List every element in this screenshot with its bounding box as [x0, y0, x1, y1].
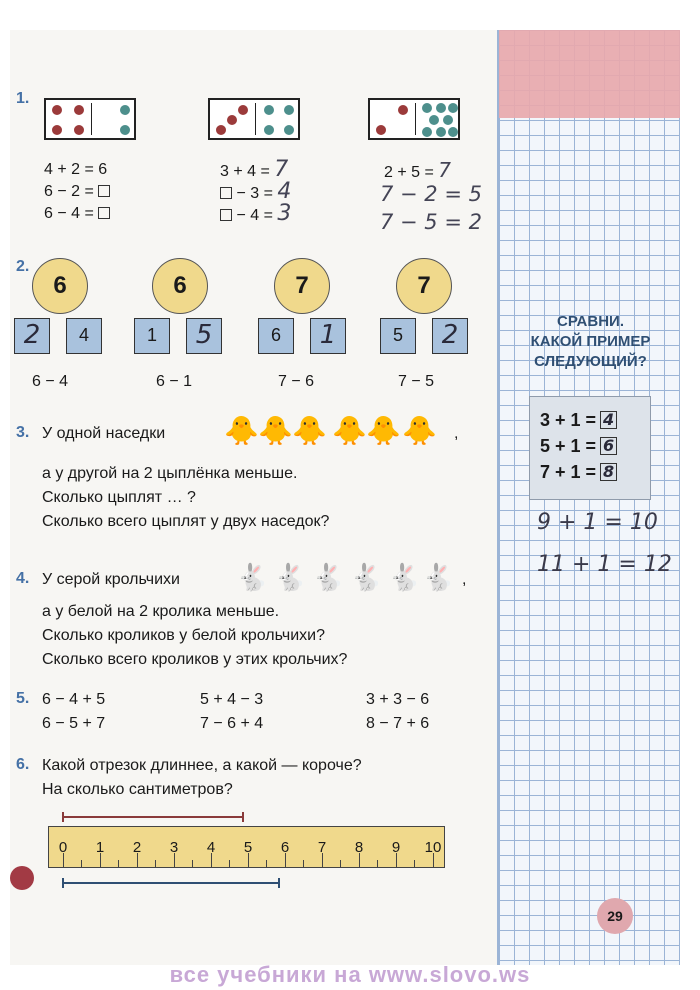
- task-2-expr: 7 − 5: [398, 373, 435, 390]
- task-3-line-4: Сколько всего цыплят у двух наседок?: [42, 513, 330, 530]
- number-box: 5: [380, 318, 416, 354]
- eq-1-1: 4 + 2 = 6: [44, 161, 108, 178]
- task-3-line-2: а у другой на 2 цыплёнка меньше.: [42, 465, 298, 482]
- task-4-comma: ,: [462, 571, 467, 588]
- ruler-label: 3: [169, 839, 179, 856]
- eq-1-2: 6 − 2 =: [44, 180, 110, 204]
- task-6-line-1: Какой отрезок длиннее, а какой — короче?: [42, 757, 362, 774]
- number-box: 6: [258, 318, 294, 354]
- decorative-dot: [10, 866, 34, 890]
- ruler-label: 5: [243, 839, 253, 856]
- task-3-comma: ,: [454, 425, 459, 442]
- dot: [448, 127, 458, 137]
- task-5-number: 5.: [16, 690, 30, 707]
- rabbit-icon: 🐇: [422, 562, 455, 592]
- chick-icon: 🐥: [224, 415, 259, 446]
- ruler-label: 8: [354, 839, 364, 856]
- ruler-label: 0: [58, 839, 68, 856]
- task-4-line-4: Сколько всего кроликов у этих крольчих?: [42, 651, 348, 668]
- chick-icon: 🐥: [366, 415, 401, 446]
- dot: [227, 115, 237, 125]
- number-circle: 6: [32, 258, 88, 314]
- dot: [52, 105, 62, 115]
- dot: [264, 105, 274, 115]
- rabbit-icon: 🐇: [312, 562, 345, 592]
- eq-3-3: 7 − 5 = 2: [380, 210, 482, 234]
- task-5-expr: 3 + 3 − 6: [366, 691, 430, 708]
- number-circle: 6: [152, 258, 208, 314]
- task-6-number: 6.: [16, 756, 30, 773]
- domino-divider: [255, 103, 256, 135]
- eq-3-1: 2 + 5 = 7: [384, 158, 452, 182]
- segment-blue: [62, 882, 280, 884]
- domino-divider: [415, 103, 416, 135]
- dot: [448, 103, 458, 113]
- ruler-label: 9: [391, 839, 401, 856]
- task-2-expr: 6 − 1: [156, 373, 193, 390]
- dot: [376, 125, 386, 135]
- dot: [120, 125, 130, 135]
- textbook-page: [10, 30, 680, 965]
- dot: [264, 125, 274, 135]
- handwritten-line-2: 11 + 1 = 12: [537, 552, 672, 577]
- compare-row: 5 + 1 = 6: [540, 433, 650, 459]
- answer-box: [98, 185, 110, 197]
- dot: [429, 115, 439, 125]
- rabbit-icon: 🐇: [388, 562, 421, 592]
- dot: [52, 125, 62, 135]
- chick-icon: 🐥: [332, 415, 367, 446]
- task-4-number: 4.: [16, 570, 30, 587]
- chick-icon: 🐥: [402, 415, 437, 446]
- task-5-expr: 6 − 5 + 7: [42, 715, 106, 732]
- ruler-label: 2: [132, 839, 142, 856]
- eq-2-2: − 3 = 4: [220, 180, 291, 206]
- eq-1-3: 6 − 4 =: [44, 202, 110, 226]
- task-6-line-2: На сколько сантиметров?: [42, 781, 233, 798]
- dot: [443, 115, 453, 125]
- chick-icon: 🐥: [292, 415, 327, 446]
- number-circle: 7: [274, 258, 330, 314]
- dot: [422, 103, 432, 113]
- task-5-expr: 5 + 4 − 3: [200, 691, 264, 708]
- pink-band: [499, 30, 680, 118]
- dot: [238, 105, 248, 115]
- ruler-label: 7: [317, 839, 327, 856]
- eq-2-1: 3 + 4 = 7: [220, 157, 289, 182]
- number-box: 1: [310, 318, 346, 354]
- footer-watermark: все учебники на www.slovo.ws: [169, 962, 531, 987]
- dot: [436, 127, 446, 137]
- task-5-expr: 6 − 4 + 5: [42, 691, 106, 708]
- dot: [284, 105, 294, 115]
- answer-box: [220, 209, 232, 221]
- task-2-expr: 6 − 4: [32, 373, 69, 390]
- domino-3: [368, 98, 460, 140]
- ruler-label: 10: [424, 839, 442, 856]
- ruler-label: 1: [95, 839, 105, 856]
- compare-title: СРАВНИ. КАКОЙ ПРИМЕР СЛЕДУЮЩИЙ?: [530, 313, 651, 370]
- page-number: 29: [597, 898, 633, 934]
- task-5-expr: 7 − 6 + 4: [200, 715, 264, 732]
- dot: [284, 125, 294, 135]
- dot: [74, 125, 84, 135]
- number-box: 2: [432, 318, 468, 354]
- compare-row: 7 + 1 = 8: [540, 459, 650, 485]
- dot: [398, 105, 408, 115]
- task-3-line-1: У одной наседки: [42, 425, 166, 442]
- compare-row: 3 + 1 = 4: [540, 407, 650, 433]
- task-2-number: 2.: [16, 258, 30, 275]
- task-4-line-3: Сколько кроликов у белой крольчихи?: [42, 627, 325, 644]
- handwritten-line-1: 9 + 1 = 10: [537, 510, 658, 535]
- task-3-number: 3.: [16, 424, 30, 441]
- number-circle: 7: [396, 258, 452, 314]
- grid-panel: [497, 30, 680, 965]
- domino-divider: [91, 103, 92, 135]
- rabbit-icon: 🐇: [236, 562, 269, 592]
- task-5-expr: 8 − 7 + 6: [366, 715, 430, 732]
- task-2-expr: 7 − 6: [278, 373, 315, 390]
- rabbit-icon: 🐇: [350, 562, 383, 592]
- ruler-label: 4: [206, 839, 216, 856]
- number-box: 2: [14, 318, 50, 354]
- eq-3-2: 7 − 2 = 5: [380, 182, 482, 206]
- number-box: 5: [186, 318, 222, 354]
- answer-box: [98, 207, 110, 219]
- chick-icon: 🐥: [258, 415, 293, 446]
- domino-2: [208, 98, 300, 140]
- segment-red: [62, 816, 244, 818]
- number-box: 1: [134, 318, 170, 354]
- dot: [216, 125, 226, 135]
- eq-2-3: − 4 = 3: [220, 202, 291, 228]
- rabbit-icon: 🐇: [274, 562, 307, 592]
- dot: [422, 127, 432, 137]
- compare-box: [529, 396, 651, 500]
- dot: [74, 105, 84, 115]
- ruler-label: 6: [280, 839, 290, 856]
- dot: [436, 103, 446, 113]
- task-3-line-3: Сколько цыплят … ?: [42, 489, 196, 506]
- dot: [120, 105, 130, 115]
- number-box: 4: [66, 318, 102, 354]
- domino-1: [44, 98, 136, 140]
- task-4-line-1: У серой крольчихи: [42, 571, 180, 588]
- answer-box: [220, 187, 232, 199]
- task-1-number: 1.: [16, 90, 30, 107]
- task-4-line-2: а у белой на 2 кролика меньше.: [42, 603, 280, 620]
- ruler: [48, 826, 445, 868]
